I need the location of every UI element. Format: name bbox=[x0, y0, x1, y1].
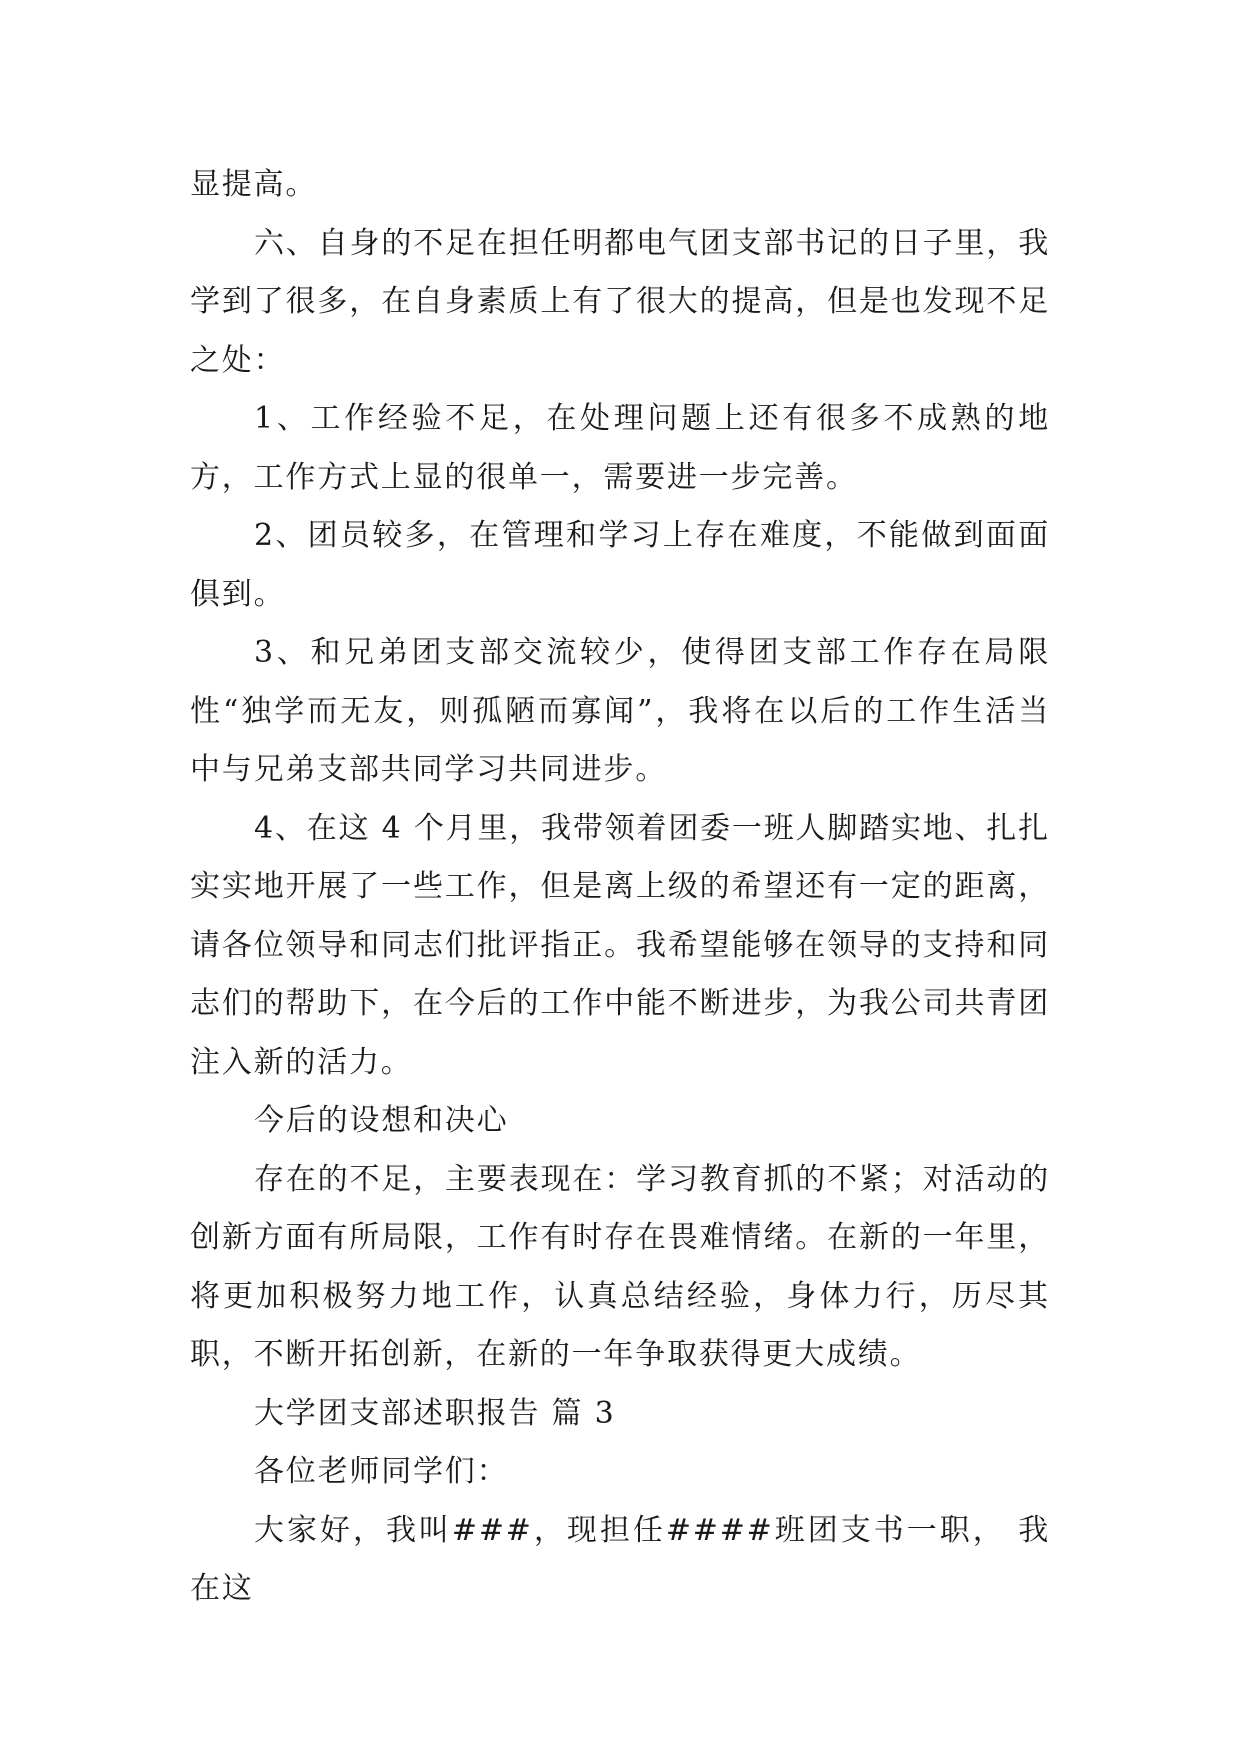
section-heading: 今后的设想和决心 bbox=[254, 1103, 509, 1138]
paragraph-6: 4、在这 4 个月里，我带领着团委一班人脚踏实地、扎扎实实地开展了一些工作，但是离上级的希望还有一定的距离，请各位领导和同志们批评指正。我希望能够在领导的支持和同志们的帮助下，在今后的工作中能不断进步，为我公司共青团注入新的活力。 bbox=[190, 810, 1050, 1080]
document-body bbox=[190, 156, 1050, 1619]
paragraph-3: 1、工作经验不足，在处理问题上还有很多不成熟的地方，工作方式上显的很单一，需要进一步完善。 bbox=[190, 401, 1050, 495]
paragraph-5: 3、和兄弟团支部交流较少，使得团支部工作存在局限性“独学而无友，则孤陋而寡闻”，我将在以后的工作生活当中与兄弟支部共同学习共同进步。 bbox=[190, 635, 1050, 787]
paragraph-8: 大家好，我叫###，现担任####班团支书一职， 我在这 bbox=[190, 1512, 1050, 1606]
paragraph-4: 2、团员较多，在管理和学习上存在难度，不能做到面面俱到。 bbox=[190, 518, 1050, 612]
paragraph-1: 显提高。 bbox=[190, 167, 318, 202]
paragraph-7: 存在的不足，主要表现在：学习教育抓的不紧；对活动的创新方面有所局限，工作有时存在畏难情绪。在新的一年里，将更加积极努力地工作，认真总结经验，身体力行，历尽其职，不断开拓创新，在新的一年争取获得更大成绩。 bbox=[190, 1161, 1050, 1372]
report-title: 大学团支部述职报告 篇 3 bbox=[254, 1395, 616, 1431]
paragraph-2: 六、自身的不足在担任明都电气团支部书记的日子里，我学到了很多，在自身素质上有了很大的提高，但是也发现不足之处： bbox=[190, 225, 1050, 378]
salutation: 各位老师同学们： bbox=[254, 1454, 509, 1489]
